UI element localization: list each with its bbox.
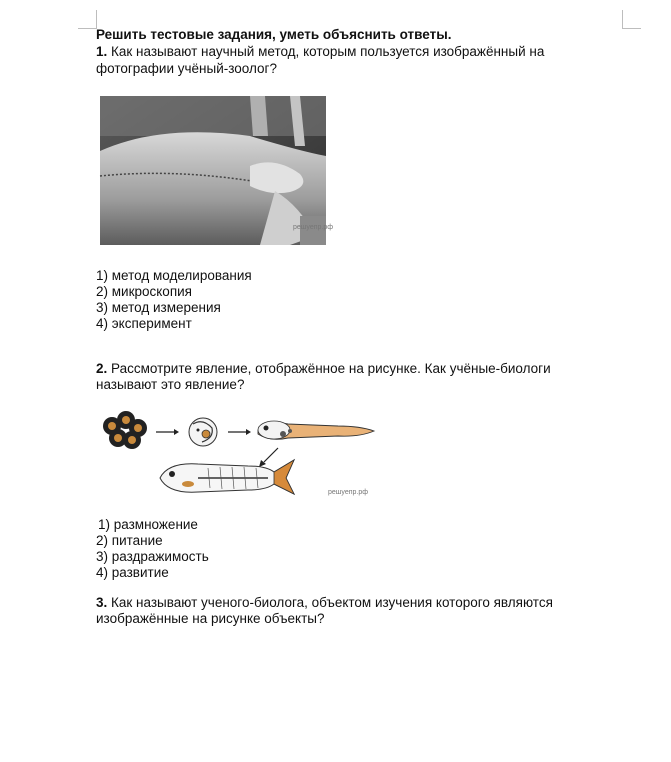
question-1-line-1 <box>96 44 544 60</box>
question-2-option: 4) развитие <box>96 565 169 580</box>
question-1-number: 1. <box>96 44 108 59</box>
question-2-text: Рассмотрите явление, отображённое на рисунке. Как учёные-биологи <box>111 361 551 376</box>
question-1-option: 4) эксперимент <box>96 316 192 331</box>
fish-development-illustration <box>98 404 388 496</box>
question-1-line-2: фотографии учёный-зоолог? <box>96 61 277 76</box>
question-3-line-1 <box>96 595 553 611</box>
egg-cluster-icon <box>103 411 147 449</box>
illustration-watermark: решуепр.рф <box>328 489 368 496</box>
question-3-text: Как называют ученого-биолога, объектом изучения которого являются <box>111 595 553 610</box>
embryo-icon <box>189 418 217 446</box>
question-2-line-2: называют это явление? <box>96 377 245 392</box>
question-2-option: 2) питание <box>96 533 163 548</box>
question-3-line-2: изображённые на рисунке объекты? <box>96 611 325 626</box>
question-1-text: Как называют научный метод, которым пользуется изображённый на <box>111 44 545 59</box>
question-1-option: 2) микроскопия <box>96 284 192 299</box>
fish-measurement-photo <box>100 96 333 245</box>
question-2-option: 1) размножение <box>98 517 198 532</box>
page-heading: Решить тестовые задания, уметь объяснить ответы. <box>96 27 452 42</box>
question-2-number: 2. <box>96 361 108 376</box>
svg-text:решуепр.рф: решуепр.рф <box>293 224 333 231</box>
question-2-line-1 <box>96 361 551 377</box>
fry-icon <box>160 460 294 494</box>
question-3-number: 3. <box>96 595 108 610</box>
margin-corner-mark <box>622 10 641 29</box>
question-1-option: 1) метод моделирования <box>96 268 252 283</box>
question-1-option: 3) метод измерения <box>96 300 221 315</box>
margin-corner-mark <box>78 10 97 29</box>
question-2-option: 3) раздражимость <box>96 549 209 564</box>
larva-icon <box>258 421 374 439</box>
